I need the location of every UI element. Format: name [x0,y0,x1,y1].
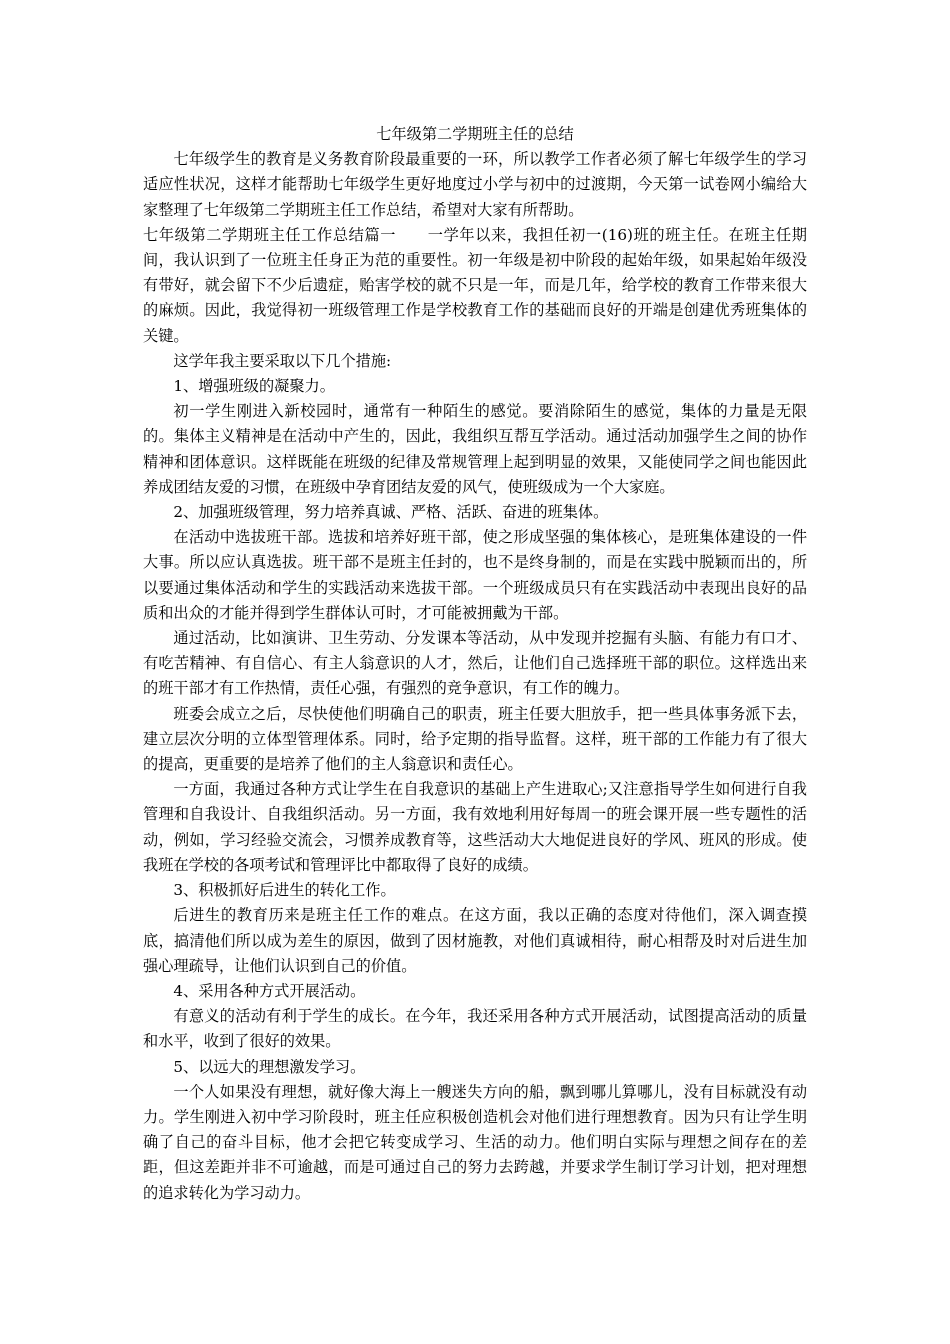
measure-heading-3: 3、积极抓好后进生的转化工作。 [173,881,396,900]
measure-heading-5: 5、以远大的理想激发学习。 [173,1057,366,1076]
body-paragraph: 初一学生刚进入新校园时，通常有一种陌生的感觉。要消除陌生的感觉，集体的力量是无限的。集体主义精神是在活动中产生的，因此，我组织互帮互学活动。通过活动加强学生之间的协作精神和团体意识。这样既能在班级的纪律及常规管理上起到明显的效果，又能使同学之间也能因此养成团结友爱的习惯，在班级中孕育团结友爱的风气，使班级成为一个大家庭。 [143,402,807,496]
body-paragraph: 通过活动，比如演讲、卫生劳动、分发课本等活动，从中发现并挖掘有头脑、有能力有口才、有吃苦精神、有自信心、有主人翁意识的人才，然后，让他们自己选择班干部的职位。这样选出来的班干部才有工作热情，责任心强，有强烈的竞争意识，有工作的魄力。 [143,629,807,698]
body-paragraph: 有意义的活动有利于学生的成长。在今年，我还采用各种方式开展活动，试图提高活动的质量和水平，收到了很好的效果。 [143,1007,807,1051]
measures-intro: 这学年我主要采取以下几个措施: [173,351,392,370]
document-title: 七年级第二学期班主任的总结 [376,125,574,143]
document-page [143,122,807,1206]
section-heading-paragraph: 七年级第二学期班主任工作总结篇一 一学年以来，我担任初一(16)班的班主任。在班主任期间，我认识到了一位班主任身正为范的重要性。初一年级是初中阶段的起始年级，如果起始年级没有带好，就会留下不少后遗症，贻害学校的就不只是一年，而是几年，给学校的教育工作带来很大的麻烦。因此，我觉得初一班级管理工作是学校教育工作的基础而良好的开端是创建优秀班集体的关键。 [143,225,807,345]
measure-heading-2: 2、加强班级管理，努力培养真诚、严格、活跃、奋进的班集体。 [173,503,609,522]
body-paragraph: 在活动中选拔班干部。选拔和培养好班干部，使之形成坚强的集体核心，是班集体建设的一件大事。所以应认真选拔。班干部不是班主任封的，也不是终身制的，而是在实践中脱颖而出的，所以要通过集体活动和学生的实践活动来选拔干部。一个班级成员只有在实践活动中表现出良好的品质和出众的才能并得到学生群体认可时，才可能被拥戴为干部。 [143,528,807,622]
body-paragraph: 班委会成立之后，尽快使他们明确自己的职责，班主任要大胆放手，把一些具体事务派下去，建立层次分明的立体型管理体系。同时，给予定期的指导监督。这样，班干部的工作能力有了很大的提高，更重要的是培养了他们的主人翁意识和责任心。 [143,704,807,774]
measure-heading-4: 4、采用各种方式开展活动。 [173,981,366,1000]
body-paragraph: 后进生的教育历来是班主任工作的难点。在这方面，我以正确的态度对待他们，深入调查摸底，搞清他们所以成为差生的原因，做到了因材施教，对他们真诚相待，耐心相帮及时对后进生加强心理疏导，让他们认识到自己的价值。 [143,906,807,975]
body-paragraph: 一个人如果没有理想，就好像大海上一艘迷失方向的船，飘到哪儿算哪儿，没有目标就没有动力。学生刚进入初中学习阶段时，班主任应积极创造机会对他们进行理想教育。因为只有让学生明确了自己的奋斗目标，他才会把它转变成学习、生活的动力。他们明白实际与理想之间存在的差距，但这差距并非不可逾越，而是可通过自己的努力去跨越，并要求学生制订学习计划，把对理想的追求转化为学习动力。 [143,1082,807,1202]
body-paragraph: 一方面，我通过各种方式让学生在自我意识的基础上产生进取心;又注意指导学生如何进行自我管理和自我设计、自我组织活动。另一方面，我有效地利用好每周一的班会课开展一些专题性的活动，例如，学习经验交流会，习惯养成教育等，这些活动大大地促进良好的学风、班风的形成。使我班在学校的各项考试和管理评比中都取得了良好的成绩。 [143,780,807,874]
measure-heading-1: 1、增强班级的凝聚力。 [173,377,335,396]
intro-paragraph: 七年级学生的教育是义务教育阶段最重要的一环，所以教学工作者必须了解七年级学生的学习适应性状况，这样才能帮助七年级学生更好地度过小学与初中的过渡期，今天第一试卷网小编给大家整理了七年级第二学期班主任工作总结，希望对大家有所帮助。 [143,150,807,219]
